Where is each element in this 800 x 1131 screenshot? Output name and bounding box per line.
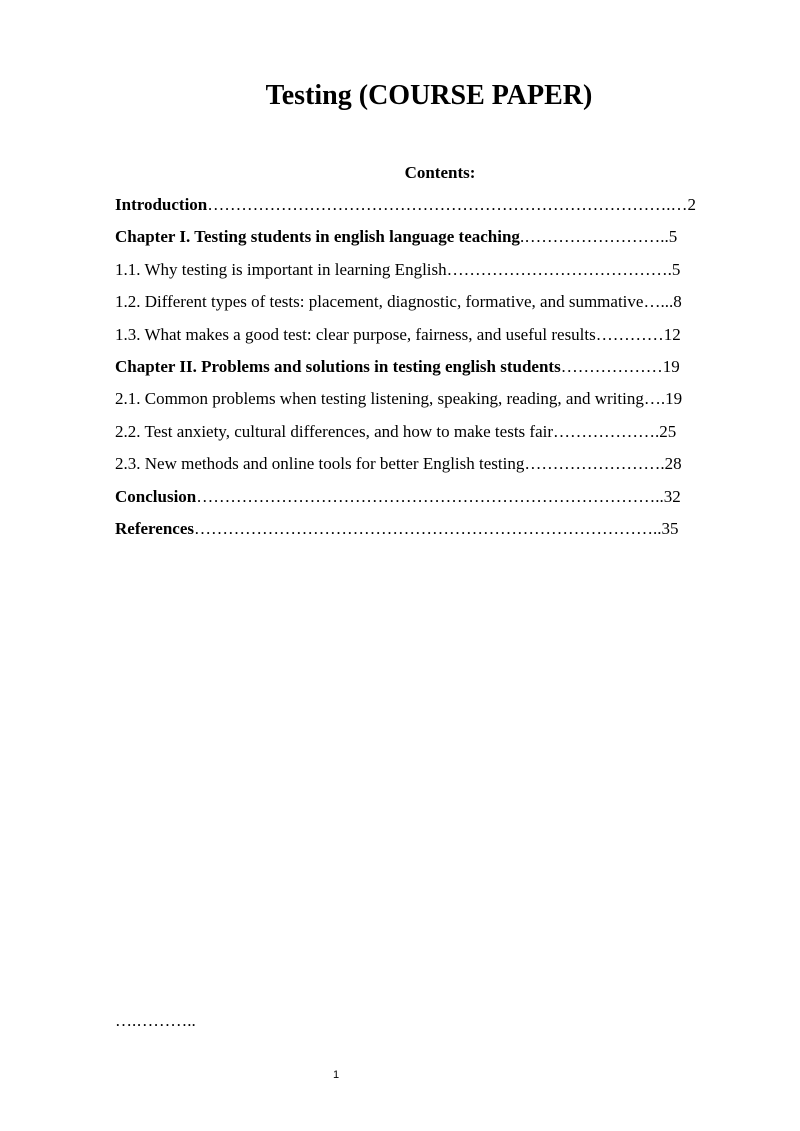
toc-entry-page: 2	[687, 195, 697, 214]
toc-entry-label: Chapter II. Problems and solutions in testing english students	[115, 356, 561, 376]
toc-entry-label: Chapter I. Testing students in english language teaching	[115, 227, 520, 247]
toc-entry-page: 32	[663, 486, 681, 506]
toc-entry-section-2-2	[115, 421, 775, 453]
toc-entry-label: 1.1. Why testing is important in learning English	[115, 259, 447, 279]
toc-entry-leader: …………	[595, 324, 664, 344]
toc-entry-label: 2.3. New methods and online tools for better English testing	[115, 454, 525, 474]
toc-entry-section-1-2	[115, 291, 775, 323]
page-number: 1	[332, 1069, 340, 1081]
toc-entry-leader: ……………….	[553, 421, 660, 441]
toc-entry-leader: ….	[643, 389, 666, 409]
toc-entry-section-1-1	[115, 259, 775, 291]
toc-entry-introduction	[115, 194, 775, 226]
toc-entry-page: 5	[671, 259, 681, 279]
document-title: Testing (COURSE PAPER)	[265, 80, 593, 111]
toc-entry-label: 1.2. Different types of tests: placement, diagnostic, formative, and summative	[115, 292, 644, 312]
toc-entry-label: 2.2. Test anxiety, cultural differences, and how to make tests fair	[115, 421, 553, 441]
toc-entry-section-2-3	[115, 453, 775, 485]
toc-entry-section-2-1	[115, 388, 775, 420]
toc-entry-page: 19	[662, 356, 680, 376]
toc-entry-label: Introduction	[115, 195, 208, 214]
toc-entry-leader: ………………………………………………………………………..	[196, 486, 664, 506]
toc-entry-label: 2.1. Common problems when testing listening, speaking, reading, and writing	[115, 389, 644, 409]
toc-entry-page: 12	[663, 324, 681, 344]
toc-entry-page: 19	[665, 389, 683, 409]
toc-entry-leader: ………………………………………………………………………..	[193, 518, 662, 538]
toc-entry-leader: ………………	[560, 356, 663, 376]
toc-entry-label: 1.3. What makes a good test: clear purpose, fairness, and useful results	[115, 324, 596, 344]
table-of-contents	[115, 194, 775, 550]
toc-entry-label: References	[115, 518, 194, 538]
toc-entry-leader: ……………………………………………………………………….…	[207, 195, 688, 214]
toc-entry-leader: .……………………..	[519, 227, 669, 247]
toc-entry-chapter-2	[115, 356, 775, 388]
toc-entry-leader: …………………….	[524, 454, 665, 474]
toc-entry-conclusion	[115, 486, 775, 518]
toc-entry-page: 35	[661, 518, 679, 538]
toc-entry-page: 25	[659, 421, 677, 441]
toc-entry-label: Conclusion	[115, 486, 197, 506]
toc-entry-chapter-1	[115, 226, 775, 258]
toc-entry-leader: ………………………………….	[446, 259, 672, 279]
toc-entry-page: 8	[673, 292, 682, 312]
trailing-text: ….………..	[115, 1011, 196, 1030]
toc-entry-leader: …...	[643, 292, 674, 312]
toc-entry-references	[115, 518, 775, 550]
toc-entry-page: 28	[664, 454, 682, 474]
contents-heading: Contents:	[404, 163, 476, 182]
toc-entry-section-1-3	[115, 324, 775, 356]
toc-entry-page: 5	[668, 227, 678, 247]
